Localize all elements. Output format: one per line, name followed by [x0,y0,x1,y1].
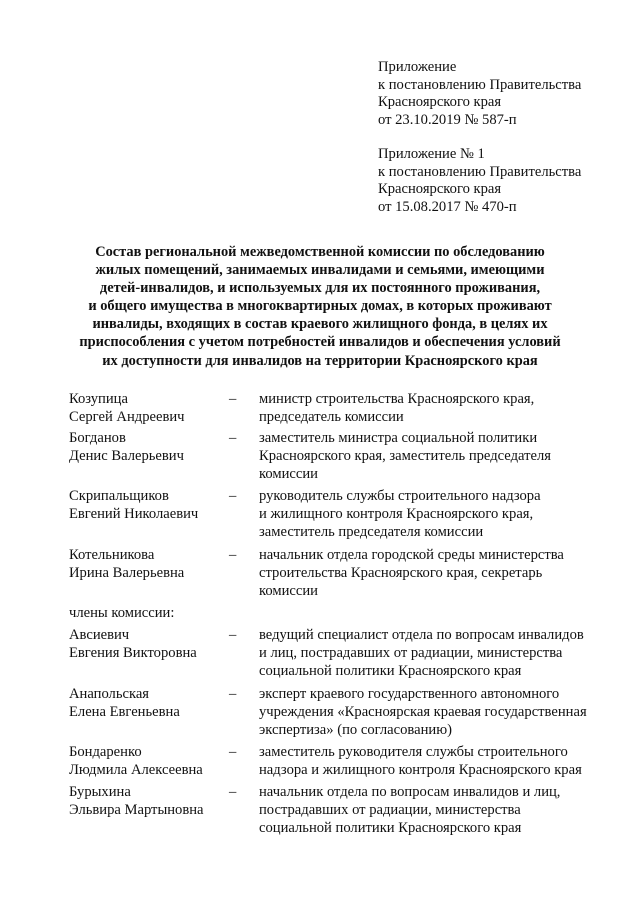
appendix-line: к постановлению Правительства [378,76,582,93]
document-title [60,243,580,370]
dash-separator: – [229,547,237,563]
member-role: начальник отдела городской среды министерства строительства Красноярского края, секретарь комиссии [259,547,564,599]
member-name: Козупица Сергей Андреевич [69,391,185,425]
dash-separator: – [229,391,237,407]
dash-separator: – [229,488,237,504]
title-line: приспособления с учетом потребностей инвалидов и обеспечения условий [79,334,561,351]
member-role: ведущий специалист отдела по вопросам инвалидов и лиц, пострадавших от радиации, министерства социальной политики Красноярского края [259,627,584,679]
appendix-line: от 23.10.2019 № 587-п [378,111,517,128]
appendix-header-original [378,146,581,216]
appendix-line: Красноярского края [378,94,502,111]
dash-separator: – [229,627,237,643]
member-name: Котельникова Ирина Валерьевна [69,547,185,581]
member-name: Анапольская Елена Евгеньевна [69,686,180,720]
member-role: заместитель министра социальной политики Красноярского края, заместитель председателя комиссии [259,430,551,482]
member-role: заместитель руководителя службы строительного надзора и жилищного контроля Красноярского края [259,744,582,778]
dash-separator: – [229,784,237,800]
member-name: Бурыхина Эльвира Мартыновна [69,784,204,818]
member-name: Скрипальщиков Евгений Николаевич [69,488,199,522]
members-section-label: члены комиссии: [69,605,175,621]
appendix-line: Приложение № 1 [378,146,485,162]
dash-separator: – [229,430,237,446]
appendix-line: к постановлению Правительства [378,163,582,180]
dash-separator: – [229,686,237,702]
appendix-line: Красноярского края [378,181,502,198]
member-name: Авсиевич Евгения Викторовна [69,627,197,661]
title-line: жилых помещений, занимаемых инвалидами и семьями, имеющими [95,262,545,279]
member-role: министр строительства Красноярского края, председатель комиссии [259,391,535,425]
member-name: Богданов Денис Валерьевич [69,430,184,464]
dash-separator: – [229,744,237,760]
title-line: их доступности для инвалидов на территории Красноярского края [102,352,538,369]
member-role: руководитель службы строительного надзора и жилищного контроля Красноярского края, заместитель председателя комиссии [259,488,541,540]
title-line: детей-инвалидов, и используемых для их постоянного проживания, [99,280,541,297]
appendix-line: Приложение [378,59,457,75]
member-role: начальник отдела по вопросам инвалидов и лиц, пострадавших от радиации, министерства социальной политики Красноярского края [259,784,561,836]
member-role: эксперт краевого государственного автономного учреждения «Красноярская краевая государственная экспертиза» (по согласованию) [259,686,587,738]
title-line: и общего имущества в многоквартирных домах, в которых проживают [88,298,552,315]
title-line: инвалиды, входящих в состав краевого жилищного фонда, в целях их [92,316,548,333]
title-line: Состав региональной межведомственной комиссии по обследованию [95,244,545,260]
appendix-header-current [378,59,581,129]
appendix-line: от 15.08.2017 № 470-п [378,198,517,215]
member-name: Бондаренко Людмила Алексеевна [69,744,203,778]
